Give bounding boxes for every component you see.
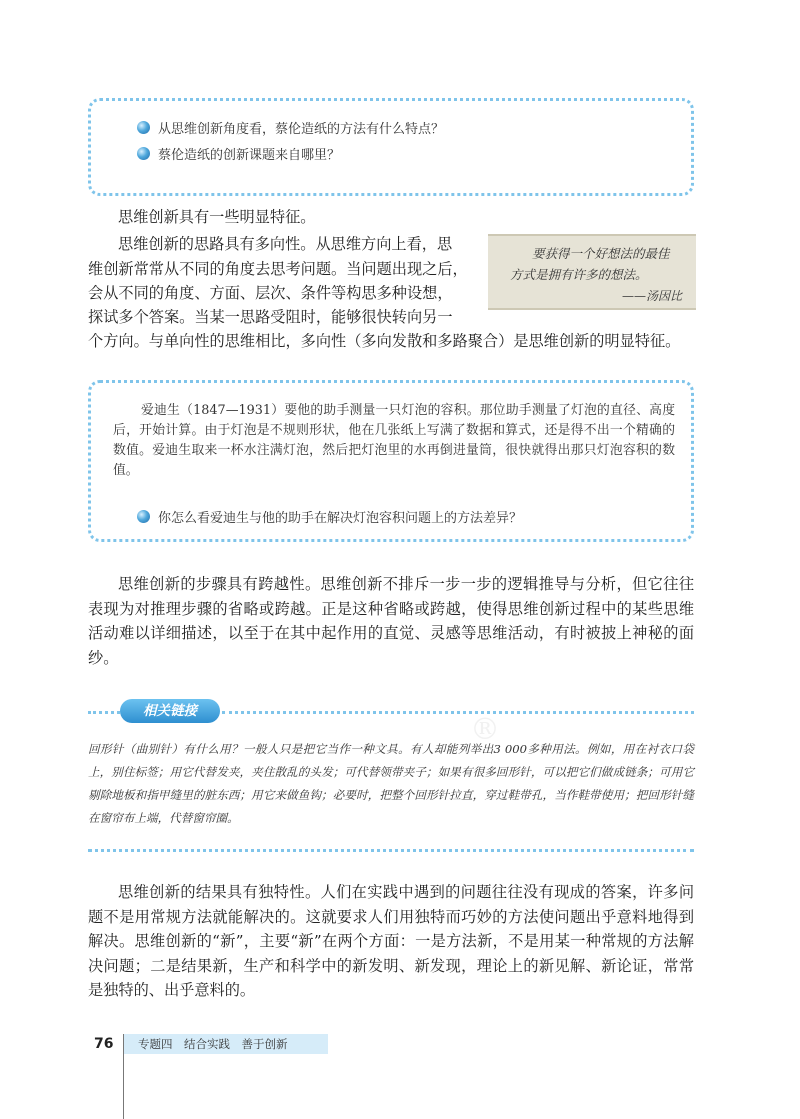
question-text: 从思维创新角度看，蔡伦造纸的方法有什么特点？	[158, 122, 445, 137]
watermark: ®	[470, 712, 510, 747]
question-text: 你怎么看爱迪生与他的助手在解决灯泡容积问题上的方法差异？	[158, 511, 523, 526]
footer-divider	[123, 1034, 124, 1119]
paragraph-line: 探试多个答案。当某一思路受阻时，能够很快转向另一	[88, 308, 453, 326]
divider	[88, 849, 694, 852]
edison-story: 爱迪生（1847—1931）要他的助手测量一只灯泡的容积。那位助手测量了灯泡的直径、高度后，开始计算。由于灯泡是不规则形状，他在几张纸上写满了数据和算式，还是得不出一个精确的数值。爱迪生取来一杯水注满灯泡，然后把灯泡里的水再倒进量筒，很快就得出那只灯泡容积的数值。	[113, 403, 675, 478]
paragraph-line: 会从不同的角度、方面、层次、条件等构思多种设想，	[88, 284, 453, 302]
related-link-badge: 相关链接	[120, 699, 220, 723]
quote-line: 要获得一个好想法的最佳	[532, 246, 670, 261]
page-number: 76	[94, 1036, 114, 1052]
bullet-ball-icon	[137, 510, 150, 523]
footer-title: 专题四 结合实践 善于创新	[138, 1037, 288, 1051]
edison-box	[88, 380, 694, 542]
divider	[88, 711, 120, 714]
paragraph-leap: 思维创新的步骤具有跨越性。思维创新不排斥一步一步的逻辑推导与分析，但它往往表现为对推理步骤的省略或跨越。正是这种省略或跨越，使得思维创新过程中的某些思维活动难以详细描述，以至于在其中起作用的直觉、灵感等思维活动，有时被披上神秘的面纱。	[88, 575, 694, 667]
bullet-ball-icon	[137, 121, 150, 134]
quote-author: ——汤因比	[621, 289, 682, 303]
quote-line: 方式是拥有许多的想法。	[510, 267, 648, 282]
paragraph-line: 维创新常常从不同的角度去思考问题。当问题出现之后，	[88, 260, 468, 278]
divider	[222, 711, 694, 714]
question-text: 蔡伦造纸的创新课题来自哪里？	[158, 148, 341, 163]
question-item	[137, 144, 340, 163]
paragraph-line: 思维创新的思路具有多向性。从思维方向上看，思	[118, 235, 453, 253]
bullet-ball-icon	[137, 147, 150, 160]
question-item	[137, 118, 444, 137]
quote-box	[488, 234, 696, 310]
related-link-text: 回形针（曲别针）有什么用？一般人只是把它当作一种文具。有人却能列举出3 000多种用法。例如，用在衬衣口袋上，别住标签；用它代替发夹，夹住散乱的头发；可代替领带夹子；如果有很多回形针，可以把它们做成链条；可用它剔除地板和指甲缝里的脏东西；用它来做鱼钩；必要时，把整个回形针拉直，穿过鞋带孔，当作鞋带使用；把回形针缝在窗帘布上端，代替窗帘圈。	[88, 742, 694, 825]
paragraph-intro: 思维创新具有一些明显特征。	[118, 208, 316, 226]
paragraph-unique: 思维创新的结果具有独特性。人们在实践中遇到的问题往往没有现成的答案，许多问题不是用常规方法就能解决的。这就要求人们用独特而巧妙的方法使问题出乎意料地得到解决。思维创新的“新”，主要“新”在两个方面：一是方法新，不是用某一种常规的方法解决问题；二是结果新，生产和科学中的新发明、新发现，理论上的新见解、新论证，常常是独特的、出乎意料的。	[88, 883, 694, 999]
question-item	[137, 507, 522, 526]
paragraph-line: 个方向。与单向性的思维相比，多向性（多向发散和多路聚合）是思维创新的明显特征。	[88, 332, 681, 350]
questions-box	[88, 98, 694, 196]
